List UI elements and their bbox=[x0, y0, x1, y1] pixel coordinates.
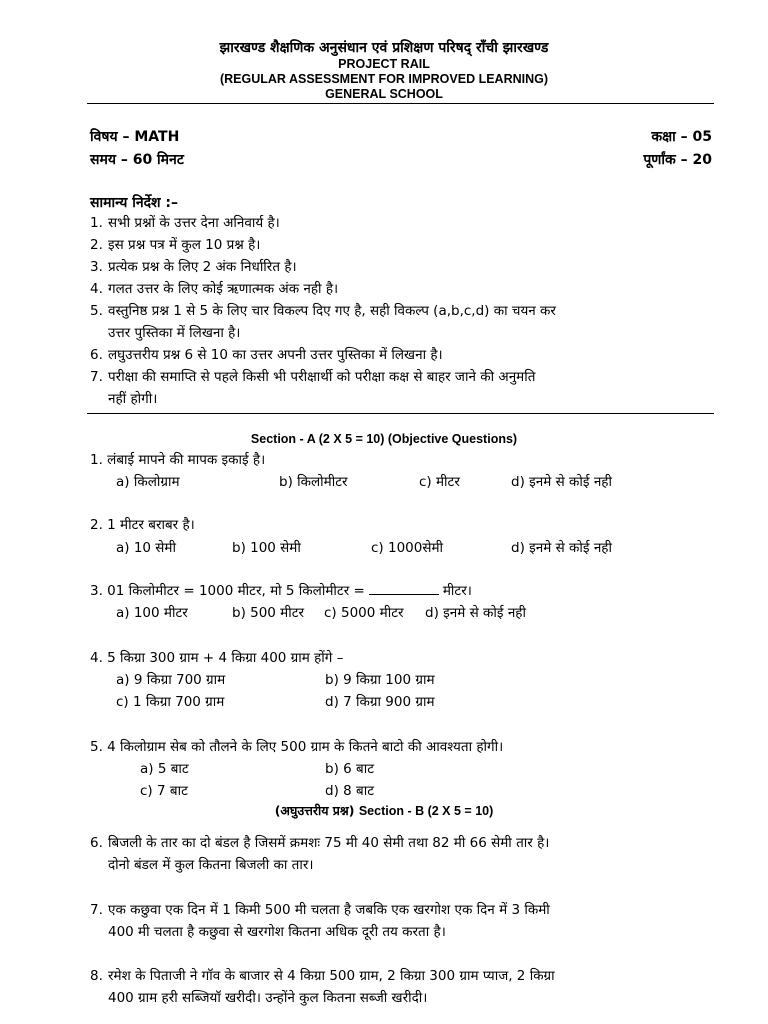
instruction-item: 6. लघुउत्तरीय प्रश्न 6 से 10 का उत्तर अपनी उत्तर पुस्तिका में लिखना है। bbox=[90, 347, 443, 363]
q3-option-a: a) 100 मीटर bbox=[116, 605, 188, 621]
question-5: 5. 4 किलोग्राम सेब को तौलने के लिए 500 ग्राम के कितने बाटो की आवश्यता होगी। bbox=[90, 739, 504, 755]
project-name: PROJECT RAIL bbox=[338, 57, 430, 71]
instruction-item: 4. गलत उत्तर के लिए कोई ऋणात्मक अंक नही है। bbox=[90, 281, 339, 297]
instruction-item: 3. प्रत्येक प्रश्न के लिए 2 अंक निर्धारित है। bbox=[90, 259, 297, 275]
project-subtitle: (REGULAR ASSESSMENT FOR IMPROVED LEARNING) bbox=[219, 72, 549, 86]
class-label: कक्षा – 05 bbox=[651, 129, 712, 145]
q1-option-d: d) इनमे से कोई नही bbox=[511, 474, 612, 490]
q1-option-b: b) किलोमीटर bbox=[279, 474, 348, 490]
q2-option-c: c) 1000सेमी bbox=[371, 540, 444, 556]
question-3: 3. 01 किलोमीटर = 1000 मीटर, मो 5 किलोमीटर = मीटर। bbox=[90, 583, 472, 599]
question-1: 1. लंबाई मापने की मापक इकाई है। bbox=[90, 452, 266, 468]
instruction-item: 7. परीक्षा की समाप्ति से पहले किसी भी परीक्षार्थी को परीक्षा कक्ष से बाहर जाने की अनुमति bbox=[90, 369, 536, 385]
q5-option-d: d) 8 बाट bbox=[325, 783, 375, 799]
q5-option-b: b) 6 बाट bbox=[325, 761, 375, 777]
instructions-divider bbox=[87, 413, 714, 414]
header-divider bbox=[87, 103, 714, 104]
instructions-list bbox=[90, 212, 720, 410]
instruction-item: 5. वस्तुनिष्ठ प्रश्न 1 से 5 के लिए चार विकल्प दिए गए है, सही विकल्प (a,b,c,d) का चयन कर bbox=[90, 303, 556, 319]
question-8: 8. रमेश के पिताजी ने गॉव के बाजार से 4 किग्रा 500 ग्राम, 2 किग्रा 300 ग्राम प्याज, 2 किग्रा 400 ग्राम हरी सब्जियॉ खरीदी। उन्होंने कुल कितना सब्जी खरीदी। bbox=[90, 968, 555, 1006]
question-4: 4. 5 किग्रा 300 ग्राम + 4 किग्रा 400 ग्राम होंगे – bbox=[90, 650, 344, 666]
council-title: झारखण्ड शैक्षणिक अनुसंधान एवं प्रशिक्षण परिषद् राँची झारखण्ड bbox=[219, 40, 549, 56]
question-6: 6. बिजली के तार का दो बंडल है जिसमें क्रमशः 75 मी 40 सेमी तथा 82 मी 66 सेमी तार है। दोनो बंडल में कुल कितना बिजली का तार। bbox=[90, 835, 550, 873]
q4-option-d: d) 7 किग्रा 900 ग्राम bbox=[325, 694, 435, 710]
subject-label: विषय – MATH bbox=[90, 129, 180, 145]
section-a-heading: Section - A (2 X 5 = 10) (Objective Questions) bbox=[250, 432, 518, 446]
q5-option-c: c) 7 बाट bbox=[140, 783, 188, 799]
q2-option-d: d) इनमे से कोई नही bbox=[511, 540, 612, 556]
q3-option-d: d) इनमे से कोई नही bbox=[425, 605, 526, 621]
answer-blank bbox=[369, 594, 439, 595]
time-label: समय – 60 मिनट bbox=[90, 152, 184, 168]
instructions-heading: सामान्य निर्देश :– bbox=[90, 195, 179, 211]
q2-option-b: b) 100 सेमी bbox=[232, 540, 301, 556]
instruction-item-continued: नहीं होगी। bbox=[108, 391, 158, 407]
q2-option-a: a) 10 सेमी bbox=[116, 540, 176, 556]
q4-option-c: c) 1 किग्रा 700 ग्राम bbox=[116, 694, 225, 710]
school-type: GENERAL SCHOOL bbox=[325, 87, 443, 101]
question-7: 7. एक कछुवा एक दिन में 1 किमी 500 मी चलता है जबकि एक खरगोश एक दिन में 3 किमी 400 मी चलता है कछुवा से खरगोश कितना अधिक दूरी तय करता है। bbox=[90, 902, 550, 940]
q3-option-b: b) 500 मीटर bbox=[232, 605, 305, 621]
q5-option-a: a) 5 बाट bbox=[140, 761, 189, 777]
instruction-item: 1. सभी प्रश्नों के उत्तर देना अनिवार्य है। bbox=[90, 215, 280, 231]
marks-label: पूर्णांक – 20 bbox=[643, 152, 712, 168]
q4-option-b: b) 9 किग्रा 100 ग्राम bbox=[325, 672, 435, 688]
section-b-heading: (अघुउत्तरीय प्रश्न) Section - B (2 X 5 = 10) bbox=[274, 803, 494, 818]
instruction-item-continued: उत्तर पुस्तिका में लिखना है। bbox=[108, 325, 241, 341]
q1-option-a: a) किलोग्राम bbox=[116, 474, 180, 490]
question-2: 2. 1 मीटर बराबर है। bbox=[90, 517, 195, 533]
q3-option-c: c) 5000 मीटर bbox=[324, 605, 404, 621]
q4-option-a: a) 9 किग्रा 700 ग्राम bbox=[116, 672, 226, 688]
instruction-item: 2. इस प्रश्न पत्र में कुल 10 प्रश्न है। bbox=[90, 237, 261, 253]
q1-option-c: c) मीटर bbox=[419, 474, 460, 490]
